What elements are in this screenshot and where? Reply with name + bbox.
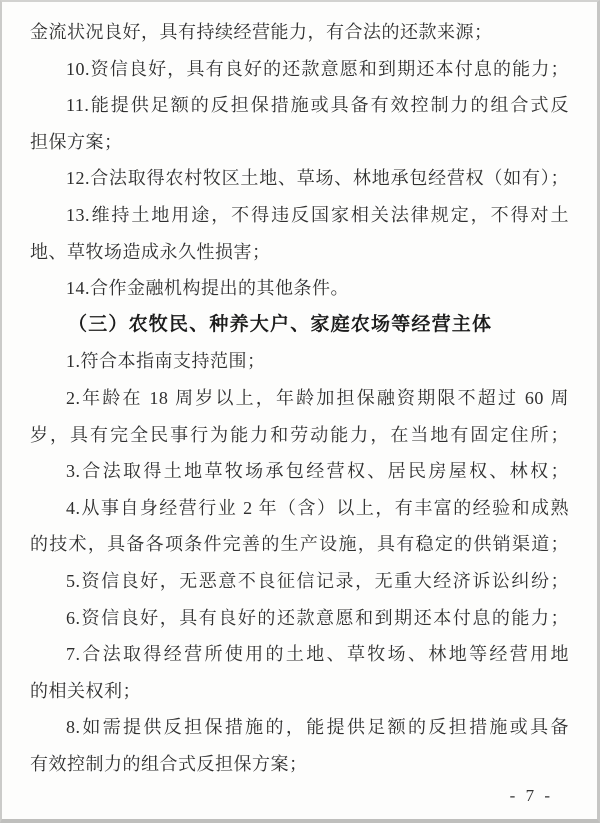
text-line: 1.符合本指南支持范围； [66,351,266,372]
text-line: 8.如需提供反担保措施的，能提供足额的反担措施或具备 [66,717,569,738]
document-body [2,2,597,782]
text-line: 11.能提供足额的反担保措施或具备有效控制力的组合式反 [66,95,569,116]
text-line: 岁，具有完全民事行为能力和劳动能力，在当地有固定住所； [30,424,569,445]
text-line: 12.合法取得农村牧区土地、草场、林地承包经营权（如有）； [66,168,569,189]
text-line: 2.年龄在 18 周岁以上，年龄加担保融资期限不超过 60 周 [66,387,569,408]
text-line: 有效控制力的组合式反担保方案； [30,753,308,774]
text-line: 4.从事自身经营行业 2 年（含）以上，有丰富的经验和成熟 [66,497,569,518]
page-number: - 7 - [509,786,553,806]
text-line: 7.合法取得经营所使用的土地、草牧场、林地等经营用地 [66,644,569,665]
text-line: 10.资信良好，具有良好的还款意愿和到期还本付息的能力； [66,58,569,79]
text-line: 6.资信良好，具有良好的还款意愿和到期还本付息的能力； [66,607,569,628]
text-line: 地、草牧场造成永久性损害； [30,241,271,262]
text-line: 5.资信良好，无恶意不良征信记录，无重大经济诉讼纠纷； [66,570,569,591]
text-line: 担保方案； [30,131,123,152]
section-heading: （三）农牧民、种养大户、家庭农场等经营主体 [68,313,493,335]
text-line: 的技术，具备各项条件完善的生产设施，具有稳定的供销渠道； [30,534,569,555]
text-line: 金流状况良好，具有持续经营能力，有合法的还款来源； [30,22,493,42]
text-line: 3.合法取得土地草牧场承包经营权、居民房屋权、林权； [66,461,569,482]
text-line: 14.合作金融机构提出的其他条件。 [66,278,349,299]
text-line: 13.维持土地用途，不得违反国家相关法律规定，不得对土 [66,204,569,225]
text-line: 的相关权利； [30,680,141,701]
